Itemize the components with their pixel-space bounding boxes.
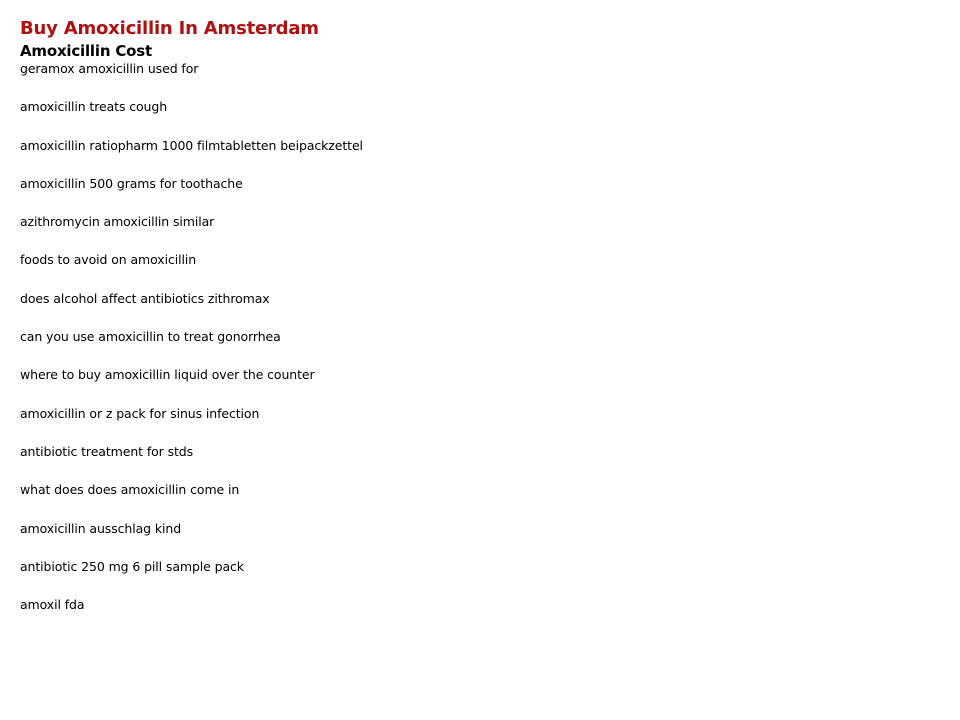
list-item: geramox amoxicillin used for [20, 61, 199, 76]
list-item: where to buy amoxicillin liquid over the counter [20, 367, 315, 383]
list-item: amoxicillin ratiopharm 1000 filmtabletten beipackzettel [20, 137, 363, 153]
list-item: amoxil fda [20, 597, 85, 613]
list-item: amoxicillin 500 grams for toothache [20, 175, 243, 191]
page-subtitle: Amoxicillin Cost [20, 42, 152, 60]
list-item: foods to avoid on amoxicillin [20, 252, 197, 268]
list-item: antibiotic 250 mg 6 pill sample pack [20, 558, 244, 574]
list-item: amoxicillin or z pack for sinus infection [20, 405, 260, 421]
document-page [20, 17, 940, 635]
list-item: antibiotic treatment for stds [20, 443, 194, 459]
text-list [20, 61, 940, 613]
list-item: amoxicillin ausschlag kind [20, 520, 182, 536]
list-item: can you use amoxicillin to treat gonorrhea [20, 329, 281, 345]
list-item: azithromycin amoxicillin similar [20, 214, 215, 230]
page-title: Buy Amoxicillin In Amsterdam [20, 18, 319, 39]
list-item: amoxicillin treats cough [20, 99, 168, 115]
list-item: does alcohol affect antibiotics zithromax [20, 290, 270, 306]
list-item: what does does amoxicillin come in [20, 482, 240, 498]
